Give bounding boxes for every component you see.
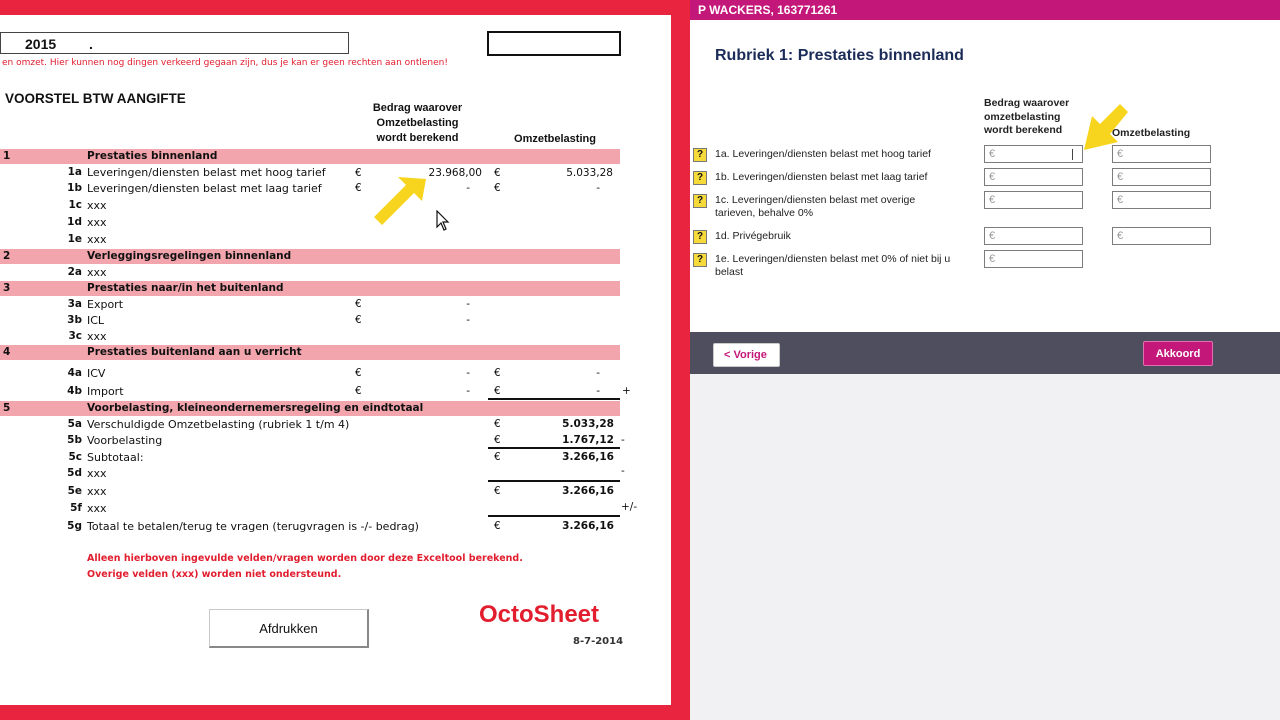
row-code: 1d	[67, 216, 82, 228]
row-label: Totaal te betalen/terug te vragen (terugvragen is -/- bedrag)	[87, 520, 419, 533]
subtotal-line	[488, 447, 620, 449]
tax-form-window	[690, 0, 1280, 720]
section-band-1	[0, 149, 620, 164]
column-header-tax: Omzetbelasting	[514, 133, 596, 145]
form-column-header-line: wordt berekend	[984, 124, 1063, 136]
row-code: 1b	[67, 182, 82, 194]
section-band-2	[0, 249, 620, 264]
row-code: 5b	[67, 434, 82, 446]
sign-plus-minus: +/-	[621, 501, 638, 513]
row-label: xxx	[87, 467, 107, 480]
euro-prefix: €	[989, 230, 996, 242]
column-header-amount-line: Omzetbelasting	[376, 117, 459, 129]
currency-symbol: €	[494, 418, 501, 430]
row-label: Export	[87, 298, 124, 311]
amount-4a[interactable]: -	[466, 367, 470, 379]
row-label: Leveringen/diensten belast met laag tarief	[87, 182, 322, 195]
row-label: ICV	[87, 367, 106, 380]
sign-plus: +	[622, 385, 631, 397]
input-1b-amount[interactable]	[984, 168, 1083, 186]
input-1c-amount[interactable]	[984, 191, 1083, 209]
row-code: 5d	[67, 467, 82, 479]
euro-prefix: €	[1117, 171, 1124, 183]
previous-button[interactable]: < Vorige	[713, 343, 780, 367]
footnote-supported: Alleen hierboven ingevulde velden/vragen worden door deze Exceltool berekend.	[87, 553, 523, 564]
section-number: 3	[3, 282, 11, 294]
column-header-amount	[355, 101, 480, 146]
row-label: Import	[87, 385, 124, 398]
row-code: 4a	[67, 367, 82, 379]
selected-cell[interactable]	[487, 31, 621, 56]
currency-symbol: €	[355, 314, 362, 326]
tax-1b[interactable]: -	[596, 182, 600, 194]
help-icon[interactable]: ?	[693, 230, 707, 244]
amount-1a[interactable]: 23.968,00	[428, 167, 482, 179]
form-row-label-line: 1d. Privégebruik	[715, 230, 791, 242]
section-band-4	[0, 345, 620, 360]
currency-symbol: €	[494, 182, 501, 194]
total-line	[488, 515, 620, 517]
form-column-header-line: omzetbelasting	[984, 110, 1061, 123]
mouse-cursor-icon	[436, 210, 452, 232]
input-1a-amount[interactable]	[984, 145, 1083, 163]
currency-symbol: €	[494, 385, 501, 397]
form-row-label-1c	[715, 194, 965, 220]
input-1c-tax[interactable]	[1112, 191, 1211, 209]
row-label: xxx	[87, 485, 107, 498]
print-button[interactable]: Afdrukken	[209, 609, 369, 648]
form-row-label-line: belast	[715, 266, 744, 278]
currency-symbol: €	[355, 298, 362, 310]
form-column-header-line: Bedrag waarover	[984, 97, 1070, 109]
form-row-label-line: 1e. Leveringen/diensten belast met 0% of niet bij u	[715, 253, 951, 265]
form-row-label-line: 1c. Leveringen/diensten belast met overige	[715, 194, 916, 206]
footnote-unsupported: Overige velden (xxx) worden niet ondersteund.	[87, 569, 342, 580]
row-label: xxx	[87, 330, 107, 343]
currency-symbol: €	[494, 451, 501, 463]
currency-symbol: €	[494, 485, 501, 497]
form-row-label-1d	[715, 230, 965, 243]
row-code: 5a	[67, 418, 82, 430]
year-value: 2015	[25, 36, 57, 52]
help-icon[interactable]: ?	[693, 253, 707, 267]
form-action-bar	[690, 332, 1280, 374]
amount-4b[interactable]: -	[466, 385, 470, 397]
brand-logo: OctoSheet	[479, 601, 600, 628]
brand-date: 8-7-2014	[573, 636, 624, 647]
row-code: 3c	[68, 330, 82, 342]
row-label: xxx	[87, 216, 107, 229]
currency-symbol: €	[355, 385, 362, 397]
tax-5e[interactable]: 3.266,16	[562, 485, 614, 497]
row-label: ICL	[87, 314, 105, 327]
form-row-label-line: 1b. Leveringen/diensten belast met laag tarief	[715, 171, 928, 183]
row-label: Verschuldigde Omzetbelasting (rubriek 1 t/m 4)	[87, 418, 350, 431]
input-1d-amount[interactable]	[984, 227, 1083, 245]
currency-symbol: €	[494, 434, 501, 446]
row-code: 1a	[67, 166, 82, 178]
row-code: 2a	[67, 266, 82, 278]
row-code: 5e	[67, 485, 82, 497]
row-label: xxx	[87, 199, 107, 212]
tax-4b[interactable]: -	[596, 385, 600, 397]
amount-3a[interactable]: -	[466, 298, 470, 310]
row-label: xxx	[87, 502, 107, 515]
sign-minus: -	[621, 434, 625, 446]
row-code: 5c	[68, 451, 82, 463]
row-label: Subtotaal:	[87, 451, 144, 464]
section-title: Verleggingsregelingen binnenland	[87, 250, 292, 262]
currency-symbol: €	[494, 367, 501, 379]
row-label: Voorbelasting	[87, 434, 163, 447]
row-code: 1c	[68, 199, 82, 211]
subtotal-line	[488, 480, 620, 482]
section-title: Prestaties naar/in het buitenland	[87, 282, 284, 294]
help-icon[interactable]: ?	[693, 171, 707, 185]
agree-button[interactable]: Akkoord	[1143, 341, 1213, 366]
form-column-header-tax: Omzetbelasting	[1112, 127, 1191, 139]
form-body	[690, 20, 1280, 332]
tax-5a[interactable]: 5.033,28	[562, 418, 614, 430]
form-title: Rubriek 1: Prestaties binnenland	[715, 47, 964, 64]
section-number: 1	[3, 150, 11, 162]
row-code: 5f	[70, 502, 82, 514]
text-caret	[1072, 149, 1073, 160]
currency-symbol: €	[494, 520, 501, 532]
tax-1a[interactable]: 5.033,28	[566, 167, 613, 179]
section-title: Prestaties binnenland	[87, 150, 218, 162]
section-band-3	[0, 281, 620, 296]
year-dot: .	[89, 36, 93, 52]
section-number: 4	[3, 346, 11, 358]
total-line	[488, 398, 620, 400]
help-icon[interactable]: ?	[693, 148, 707, 162]
section-title: Voorbelasting, kleineondernemersregeling en eindtotaal	[87, 402, 424, 414]
row-label: Leveringen/diensten belast met hoog tarief	[87, 166, 326, 179]
user-header: P WACKERS, 163771261	[690, 0, 1280, 20]
row-code: 5g	[67, 520, 82, 532]
form-row-label-1a	[715, 148, 965, 161]
sign-minus: -	[621, 465, 625, 477]
spreadsheet	[0, 15, 671, 705]
currency-symbol: €	[494, 167, 501, 179]
year-cell[interactable]	[0, 32, 349, 54]
input-1e-amount[interactable]	[984, 250, 1083, 268]
euro-prefix: €	[1117, 230, 1124, 242]
row-code: 3a	[67, 298, 82, 310]
sheet-title: VOORSTEL BTW AANGIFTE	[5, 91, 186, 106]
form-column-header-amount	[984, 97, 1069, 138]
input-1d-tax[interactable]	[1112, 227, 1211, 245]
euro-prefix: €	[989, 171, 996, 183]
section-number: 5	[3, 402, 11, 414]
highlight-arrow-icon	[1078, 102, 1132, 154]
form-row-label-1b	[715, 171, 965, 184]
euro-prefix: €	[1117, 194, 1124, 206]
highlight-arrow-icon	[370, 175, 430, 227]
row-label: xxx	[87, 233, 107, 246]
euro-prefix: €	[1117, 148, 1124, 160]
input-1b-tax[interactable]	[1112, 168, 1211, 186]
tax-5c[interactable]: 3.266,16	[562, 451, 614, 463]
euro-prefix: €	[989, 194, 996, 206]
currency-symbol: €	[355, 367, 362, 379]
euro-prefix: €	[989, 253, 996, 265]
form-row-label-line: tarieven, behalve 0%	[715, 207, 814, 219]
help-icon[interactable]: ?	[693, 194, 707, 208]
column-header-amount-line: wordt berekend	[376, 132, 459, 144]
disclaimer-text: en omzet. Hier kunnen nog dingen verkeerd gegaan zijn, dus je kan er geen rechten aan ontlenen!	[2, 58, 448, 68]
amount-3b[interactable]: -	[466, 314, 470, 326]
section-number: 2	[3, 250, 11, 262]
row-code: 1e	[67, 233, 82, 245]
section-title: Prestaties buitenland aan u verricht	[87, 346, 302, 358]
row-label: xxx	[87, 266, 107, 279]
form-row-label-line: 1a. Leveringen/diensten belast met hoog tarief	[715, 148, 931, 160]
frame-divider	[671, 0, 690, 720]
row-code: 4b	[67, 385, 82, 397]
tax-5b[interactable]: 1.767,12	[562, 434, 614, 446]
tax-4a[interactable]: -	[596, 367, 600, 379]
row-code: 3b	[67, 314, 82, 326]
currency-symbol: €	[355, 182, 362, 194]
form-row-label-1e	[715, 253, 965, 279]
section-band-5	[0, 401, 620, 416]
tax-5g[interactable]: 3.266,16	[562, 520, 614, 532]
euro-prefix: €	[989, 148, 996, 160]
amount-1b[interactable]: -	[466, 182, 470, 194]
currency-symbol: €	[355, 167, 362, 179]
column-header-amount-line: Bedrag waarover	[372, 102, 463, 114]
